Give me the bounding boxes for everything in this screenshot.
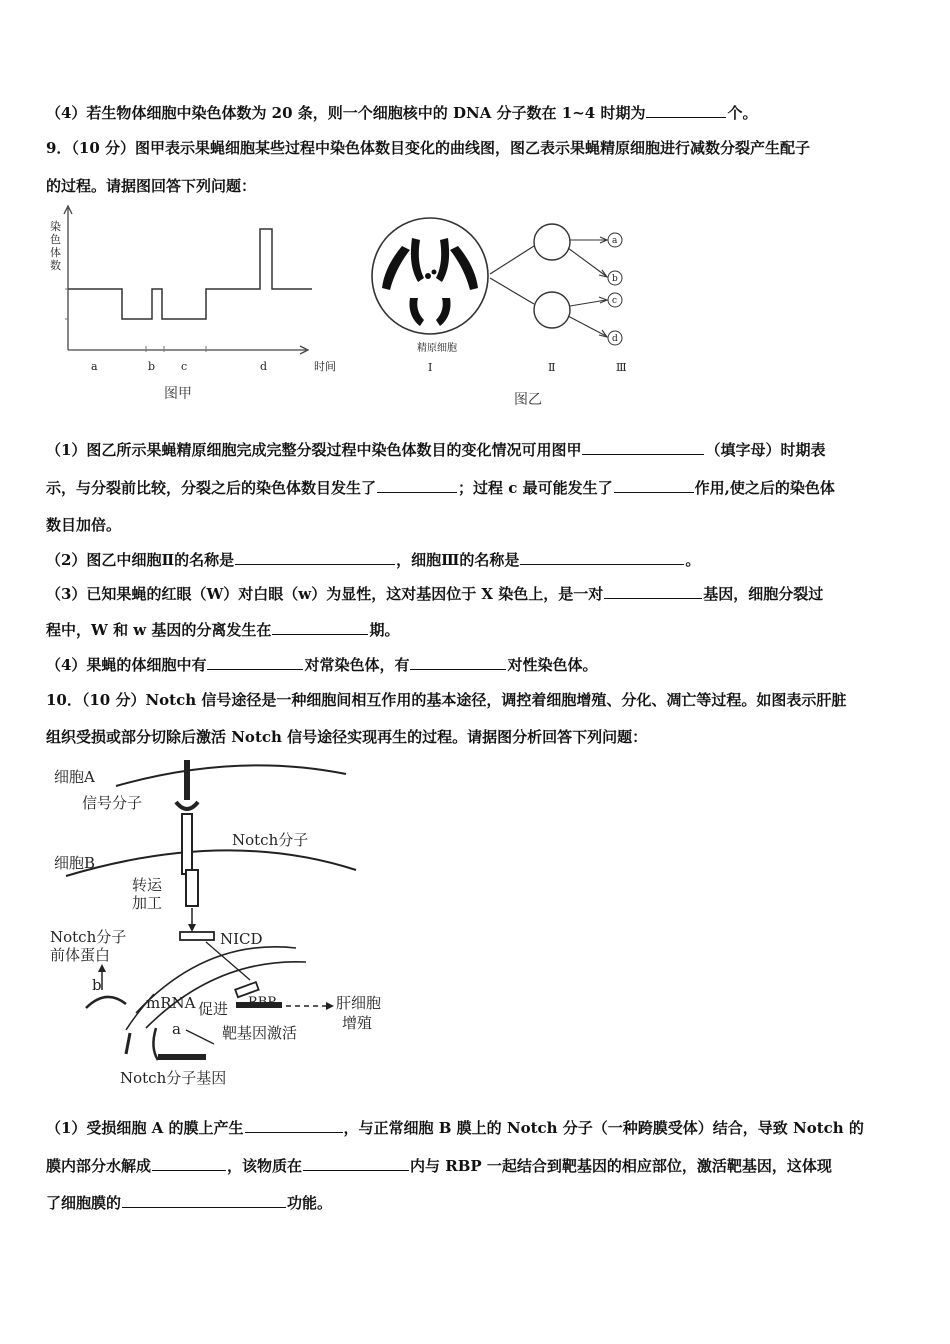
answer-blank[interactable] <box>122 1193 286 1208</box>
figure-notch-pathway <box>46 758 406 1098</box>
q9-p3-line2 <box>46 620 910 640</box>
q9-p3-text-c: 程中，W 和 w 基因的分离发生在 <box>46 621 272 639</box>
q9-p3-line1 <box>46 584 910 604</box>
q10-p1-line3 <box>46 1193 910 1213</box>
answer-blank[interactable] <box>207 655 303 670</box>
mrna-label: mRNA <box>146 994 196 1012</box>
nicd-fragment <box>180 932 214 940</box>
figure-b-caption: 图乙 <box>514 392 542 408</box>
output-label-b: b <box>612 274 618 284</box>
q9-p1-text-c: 示，与分裂前比较，分裂之后的染色体数目发生了 <box>46 479 377 497</box>
q10-intro-line2 <box>46 727 910 747</box>
transport-label: 转运 <box>132 876 163 894</box>
q8-part4-tail: 个。 <box>727 104 758 122</box>
figure-a-chromosome-curve <box>44 200 354 410</box>
signal-molecule-stem <box>184 760 190 800</box>
q10-intro-line1 <box>46 690 910 710</box>
nicd-label: NICD <box>220 930 263 948</box>
q9-p4-text-b: 对常染色体，有 <box>304 656 410 674</box>
output-label-c: c <box>612 296 618 306</box>
notch-molecule-label: Notch分子 <box>232 831 309 849</box>
answer-blank[interactable] <box>245 1118 343 1133</box>
processing-label: 加工 <box>132 894 163 912</box>
answer-blank[interactable] <box>582 440 704 455</box>
q8-part4-text: （4）若生物体细胞中染色体数为 20 条，则一个细胞核中的 DNA 分子数在 1~4 时期为 <box>46 104 646 122</box>
q10-p1-line2 <box>46 1156 910 1176</box>
answer-blank[interactable] <box>303 1156 409 1171</box>
answer-blank[interactable] <box>272 620 368 635</box>
q10-p1-text-e: 内与 RBP 一起结合到靶基因的相应部位，激活靶基因，这体现 <box>410 1157 832 1175</box>
stage-label-3: Ⅲ <box>616 361 627 374</box>
q9-intro-line2 <box>46 176 910 196</box>
target-gene-label: 靶基因激活 <box>222 1024 298 1042</box>
stage-label-2: Ⅱ <box>548 361 556 374</box>
q10-p1-text-b: ，与正常细胞 B 膜上的 Notch 分子（一种跨膜受体）结合，导致 Notch 的 <box>343 1119 864 1137</box>
q9-p1-text-d: ；过程 c 最可能发生了 <box>458 479 613 497</box>
cell-b-membrane <box>66 850 356 876</box>
mrna-strand <box>86 997 126 1008</box>
process-a-label: a <box>172 1020 181 1038</box>
q9-p1-line2 <box>46 478 910 498</box>
q9-p4-line <box>46 655 910 675</box>
secondary-cell-top <box>534 224 570 260</box>
answer-blank[interactable] <box>646 103 726 118</box>
q10-intro-text2: 组织受损或部分切除后激活 Notch 信号途径实现再生的过程。请据图分析回答下列问题： <box>46 728 648 746</box>
answer-blank[interactable] <box>235 550 395 565</box>
q9-p4-text-a: （4）果蝇的体细胞中有 <box>46 656 207 674</box>
q9-intro-text1: 9．（10 分）图甲表示果蝇细胞某些过程中染色体数目变化的曲线图，图乙表示果蝇精原细胞进行减数分裂产生配子 <box>46 139 811 157</box>
target-gene-bar <box>236 1002 282 1008</box>
y-label-char: 色 <box>50 233 61 246</box>
q10-p1-text-a: （1）受损细胞 A 的膜上产生 <box>46 1119 244 1137</box>
answer-blank[interactable] <box>410 655 506 670</box>
notch-receptor <box>182 814 192 874</box>
q9-p3-text-b: 基因，细胞分裂过 <box>703 585 824 603</box>
signal-receptor-cup <box>176 802 198 809</box>
q9-p1-text-e: 作用,使之后的染色体 <box>694 479 835 497</box>
secondary-cell-bottom <box>534 292 570 328</box>
q9-p2-text-a: （2）图乙中细胞Ⅱ的名称是 <box>46 551 235 569</box>
precursor-label-1: Notch分子 <box>50 928 127 946</box>
liver-cell-label-1: 肝细胞 <box>336 994 382 1012</box>
q9-p1-text-a: （1）图乙所示果蝇精原细胞完成完整分裂过程中染色体数目的变化情况可用图甲 <box>46 441 582 459</box>
q9-p3-text-a: （3）已知果蝇的红眼（W）对白眼（w）为显性，这对基因位于 X 染色上，是一对 <box>46 585 604 603</box>
q9-intro-line1 <box>46 138 910 158</box>
x-tick-label: c <box>181 360 188 373</box>
q9-p3-text-d: 期。 <box>369 621 400 639</box>
q10-intro-text1: 10．（10 分）Notch 信号途径是一种细胞间相互作用的基本途径，调控着细胞增殖、分化、凋亡等过程。如图表示肝脏 <box>46 691 847 709</box>
output-label-d: d <box>612 334 618 344</box>
liver-cell-label-2: 增殖 <box>342 1014 373 1032</box>
q9-p1-line3 <box>46 515 910 535</box>
notch-intracellular <box>186 870 198 906</box>
y-label-char: 体 <box>50 246 61 259</box>
answer-blank[interactable] <box>614 478 694 493</box>
answer-blank[interactable] <box>152 1156 226 1171</box>
chromosome-count-line <box>68 229 312 319</box>
stage-label-1: Ⅰ <box>428 361 433 374</box>
q10-p1-text-c: 膜内部分水解成 <box>46 1157 152 1175</box>
q9-p2-text-c: 。 <box>685 551 701 569</box>
q10-p1-line1 <box>46 1118 910 1138</box>
answer-blank[interactable] <box>520 550 684 565</box>
cell-a-label: 细胞A <box>54 768 95 786</box>
x-tick-label: d <box>260 360 268 373</box>
figure-a-caption: 图甲 <box>164 386 192 402</box>
q8-part4-line <box>46 103 910 123</box>
answer-blank[interactable] <box>377 478 457 493</box>
precursor-label-2: 前体蛋白 <box>50 946 111 964</box>
transcript-strand <box>153 1028 158 1060</box>
x-axis-label: 时间 <box>314 360 336 373</box>
q9-p1-line1 <box>46 440 910 460</box>
answer-blank[interactable] <box>604 584 702 599</box>
q9-p4-text-c: 对性染色体。 <box>507 656 598 674</box>
q9-p2-line <box>46 550 910 570</box>
q9-p2-text-b: ，细胞Ⅲ的名称是 <box>396 551 520 569</box>
q9-intro-text2: 的过程。请据图回答下列问题： <box>46 177 257 195</box>
q10-p1-text-g: 功能。 <box>287 1194 333 1212</box>
q10-p1-text-d: ，该物质在 <box>227 1157 303 1175</box>
x-tick-label: a <box>91 360 98 373</box>
signal-molecule-label: 信号分子 <box>82 794 143 812</box>
spermatogonium-label: 精原细胞 <box>417 343 457 354</box>
x-tick-label: b <box>148 360 156 373</box>
q9-p1-text-f: 数目加倍。 <box>46 516 122 534</box>
promote-label: 促进 <box>198 1000 229 1018</box>
cell-a-membrane <box>116 765 346 786</box>
notch-gene-label: Notch分子基因 <box>120 1069 227 1087</box>
y-label-char: 数 <box>50 259 61 272</box>
figure-b-meiosis-diagram <box>362 210 662 415</box>
notch-gene-bar <box>158 1054 206 1060</box>
process-b-label: b <box>92 976 102 994</box>
q9-p1-text-b: （填字母）时期表 <box>705 441 826 459</box>
cell-b-label: 细胞B <box>54 854 96 872</box>
y-label-char: 染 <box>50 220 61 233</box>
q10-p1-text-f: 了细胞膜的 <box>46 1194 122 1212</box>
output-label-a: a <box>612 236 618 246</box>
